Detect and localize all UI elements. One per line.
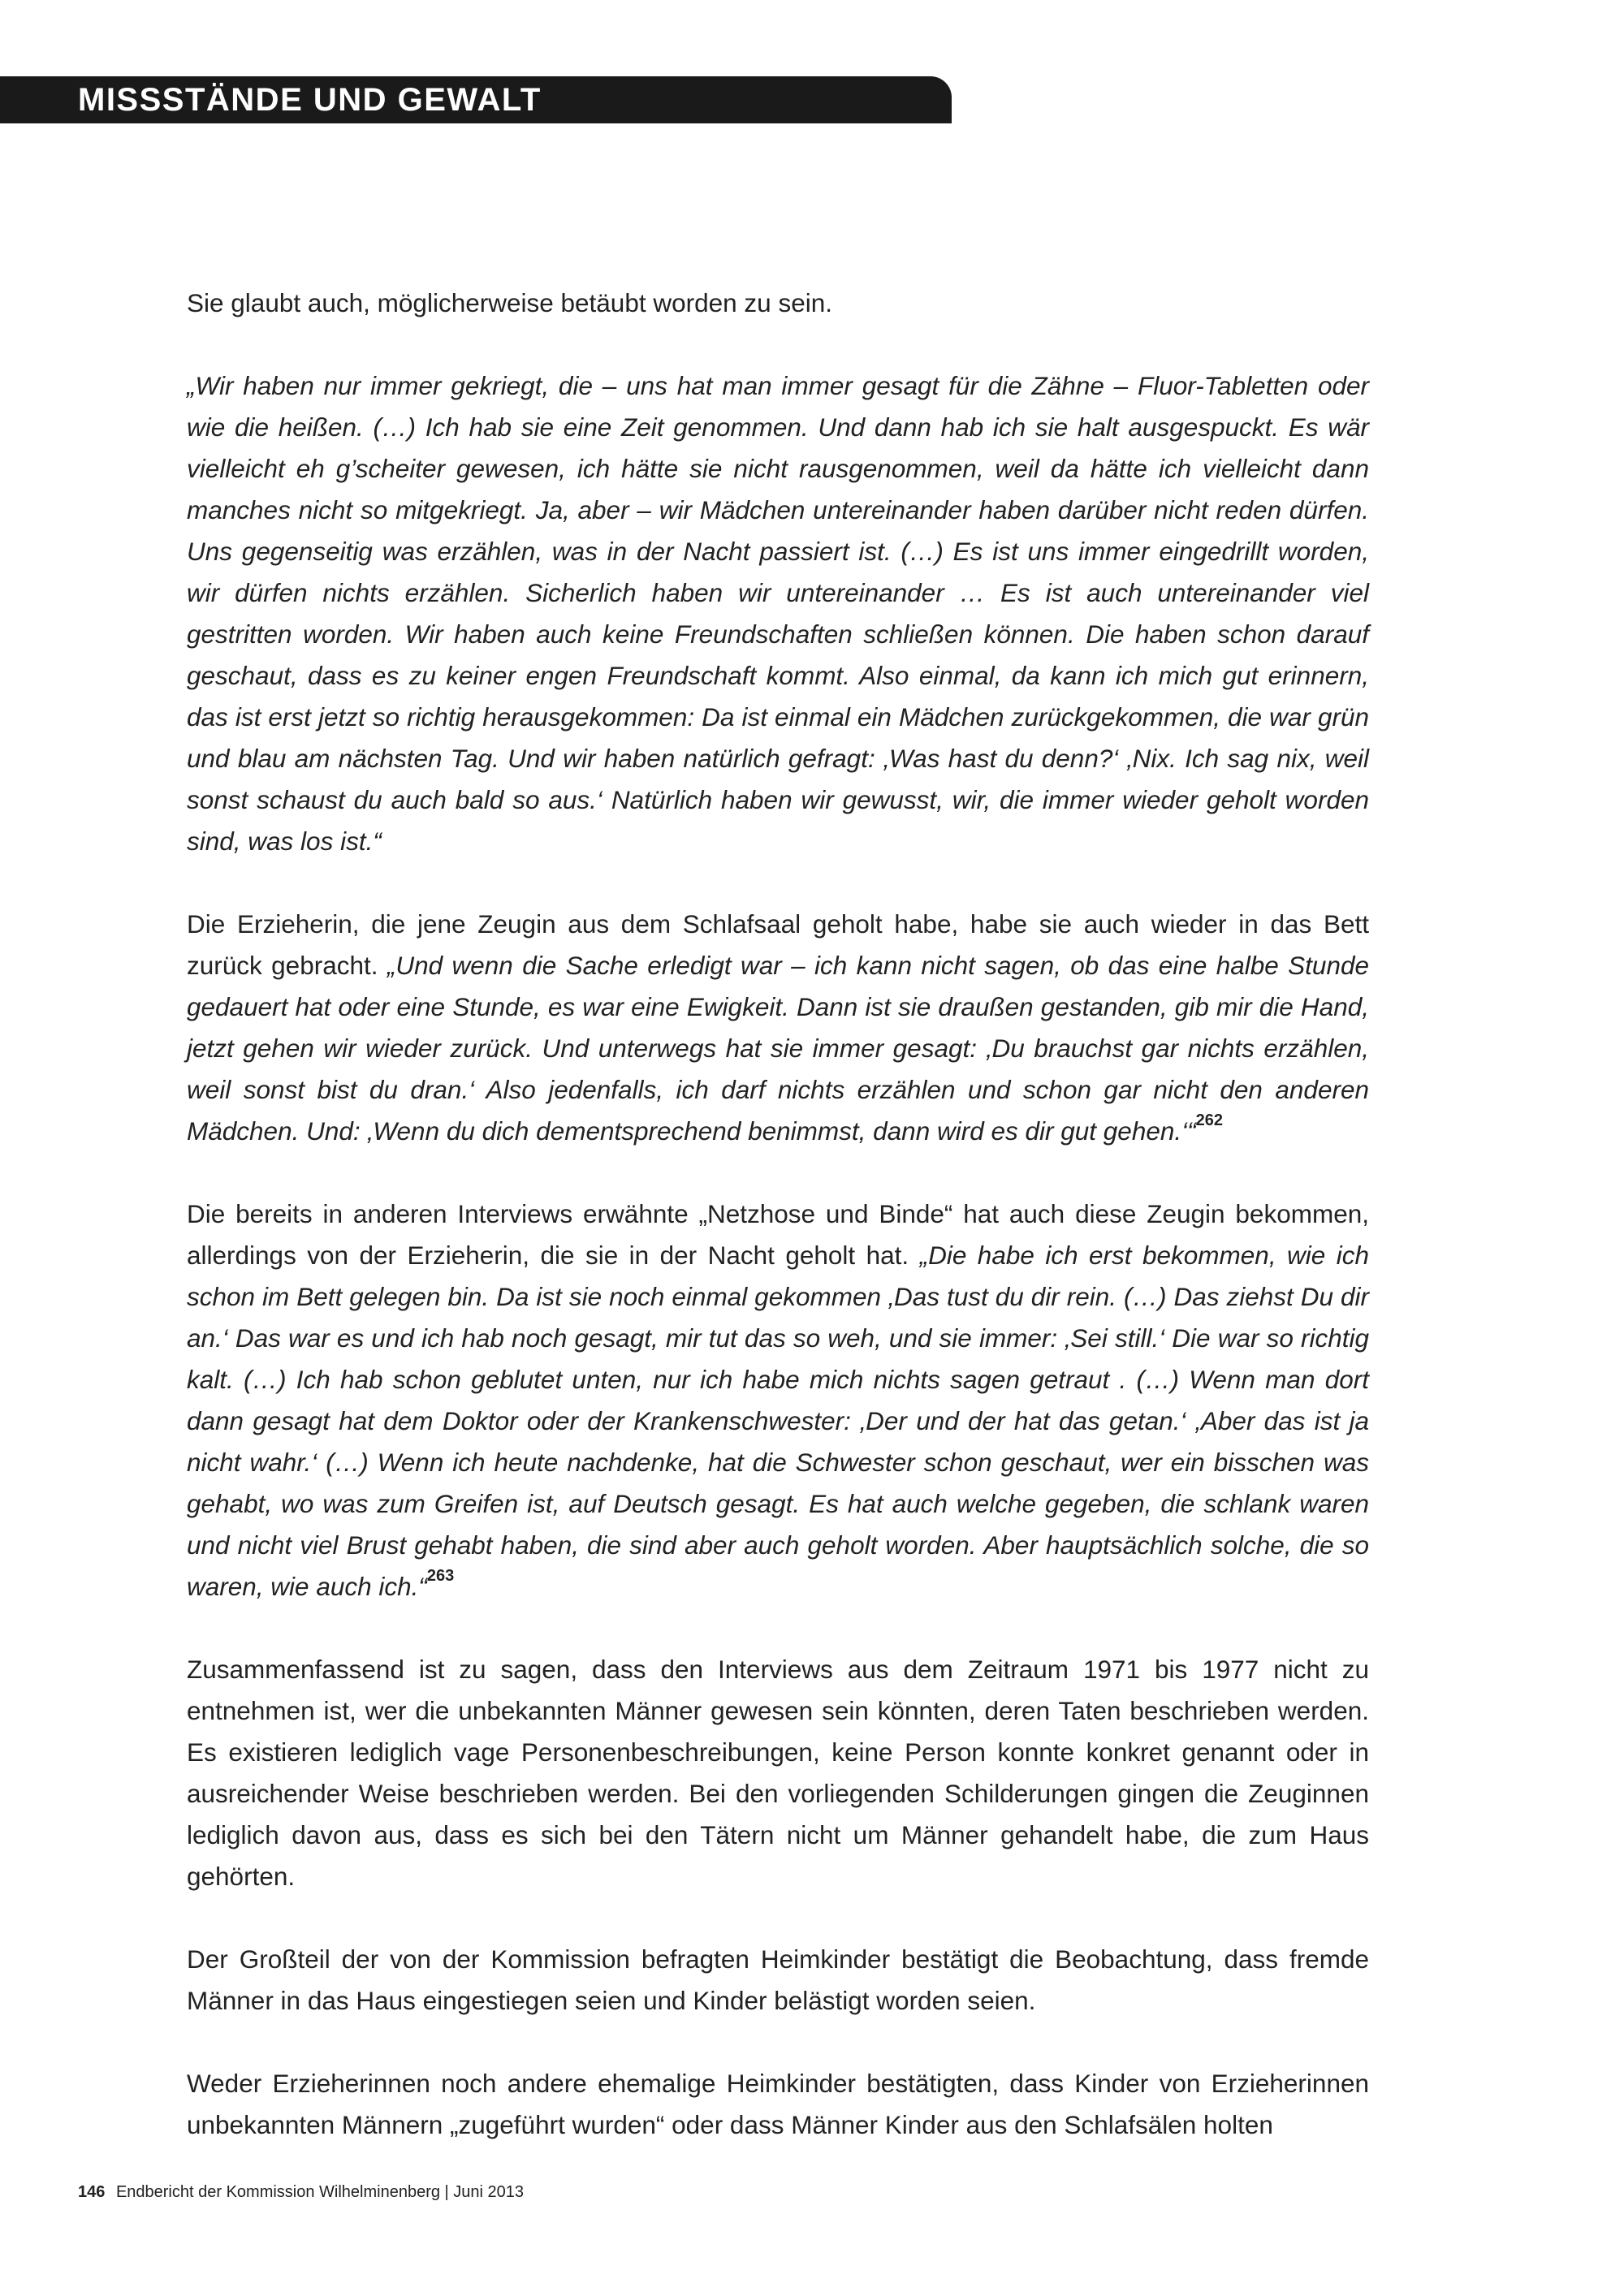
page-number: 146 [78,2183,106,2201]
page-footer [78,2183,524,2202]
footnote-marker: 262 [1195,1111,1223,1129]
paragraph-text: Sie glaubt auch, möglicherweise betäubt worden zu sein. [187,288,832,317]
paragraph [187,1939,1369,2022]
section-title: MISSSTÄNDE UND GEWALT [78,82,542,118]
paragraph-text: Der Großteil der von der Kommission befragten Heimkinder bestätigt die Beobachtung, dass fremde Männer in das Haus eingestiegen seien und Kinder belästigt worden seien. [187,1944,1369,2015]
paragraph [187,1193,1369,1608]
footer-text: Endbericht der Kommission Wilhelminenberg | Juni 2013 [115,2183,525,2201]
paragraph-text: Die bereits in anderen Interviews erwähnte „Netzhose und Binde“ hat auch diese Zeugin bekommen, allerdings von der Erzieherin, die sie in der Nacht geholt hat. [187,1199,1369,1270]
paragraph [187,1649,1369,1897]
interview-quote: „Wir haben nur immer gekriegt, die – uns hat man immer gesagt für die Zähne – Fluor-Tabletten oder wie die heißen. (…) Ich hab sie eine Zeit genommen. Und dann hab ich sie halt ausgespuckt. Es wär vielleicht eh g’scheiter gewesen, ich hätte sie nicht rausgenommen, weil da hätte ich vielleicht dann manches nicht so mitgekriegt. Ja, aber – wir Mädchen untereinander haben darüber nicht reden dürfen. Uns gegenseitig was erzählen, was in der Nacht passiert ist. (…) Es ist uns immer eingedrillt worden, wir dürfen nichts erzählen. Sicherlich haben wir untereinander … Es ist auch untereinander viel gestritten worden. Wir haben auch keine Freundschaften schließen können. Die haben schon darauf geschaut, dass es zu keiner engen Freundschaft kommt. Also einmal, da kann ich mich gut erinnern, das ist erst jetzt so richtig herausgekommen: Da ist einmal ein Mädchen zurückgekommen, die war grün und blau am nächsten Tag. Und wir haben natürlich gefragt: ‚Was hast du denn?‘ ‚Nix. Ich sag nix, weil sonst schaust du auch bald so aus.‘ Natürlich haben wir gewusst, wir, die immer wieder geholt worden sind, was los ist.“ [187,371,1369,856]
paragraph [187,904,1369,1152]
section-header-bar [0,76,952,123]
paragraph [187,2063,1369,2146]
interview-quote: „Die habe ich erst bekommen, wie ich schon im Bett gelegen bin. Da ist sie noch einmal gekommen ‚Das tust du dir rein. (…) Das ziehst Du dir an.‘ Das war es und ich hab noch gesagt, mir tut das so weh, und sie immer: ‚Sei still.‘ Die war so richtig kalt. (…) Ich hab schon geblutet unten, nur ich habe mich nichts sagen getraut . (…) Wenn man dort dann gesagt hat dem Doktor oder der Krankenschwester: ‚Der und der hat das getan.‘ ‚Aber das ist ja nicht wahr.‘ (…) Wenn ich heute nachdenke, hat die Schwester schon geschaut, wer ein bisschen was gehabt, wo was zum Greifen ist, auf Deutsch gesagt. Es hat auch welche gegeben, die schlank waren und nicht viel Brust gehabt haben, die sind aber auch geholt worden. Aber hauptsächlich solche, die so waren, wie auch ich.“ [187,1241,1369,1601]
interview-quote: „Und wenn die Sache erledigt war – ich kann nicht sagen, ob das eine halbe Stunde gedauert hat oder eine Stunde, es war eine Ewigkeit. Dann ist sie draußen gestanden, gib mir die Hand, jetzt gehen wir wieder zurück. Und unterwegs hat sie immer gesagt: ‚Du brauchst gar nichts erzählen, weil sonst bist du dran.‘ Also jedenfalls, ich darf nichts erzählen und schon gar nicht den anderen Mädchen. Und: ‚Wenn du dich dementsprechend benimmst, dann wird es dir gut gehen.‘“ [187,951,1369,1146]
paragraph-text: Die Erzieherin, die jene Zeugin aus dem Schlafsaal geholt habe, habe sie auch wieder in das Bett zurück gebracht. [187,909,1369,980]
paragraph [187,283,1369,324]
footnote-marker: 263 [426,1567,455,1585]
quote-paragraph [187,365,1369,862]
body-text [187,283,1369,2146]
paragraph-text: Weder Erzieherinnen noch andere ehemalige Heimkinder bestätigten, dass Kinder von Erzieherinnen unbekannten Männern „zugeführt wurden“ oder dass Männer Kinder aus den Schlafsälen holten [187,2069,1369,2139]
paragraph-text: Zusammenfassend ist zu sagen, dass den Interviews aus dem Zeitraum 1971 bis 1977 nicht zu entnehmen ist, wer die unbekannten Männer gewesen sein könnten, deren Taten beschrieben werden. Es existieren lediglich vage Personenbeschreibungen, keine Person konnte konkret genannt oder in ausreichender Weise beschrieben werden. Bei den vorliegenden Schilderungen gingen die Zeuginnen lediglich davon aus, dass es sich bei den Tätern nicht um Männer gehandelt habe, die zum Haus gehörten. [187,1655,1369,1891]
